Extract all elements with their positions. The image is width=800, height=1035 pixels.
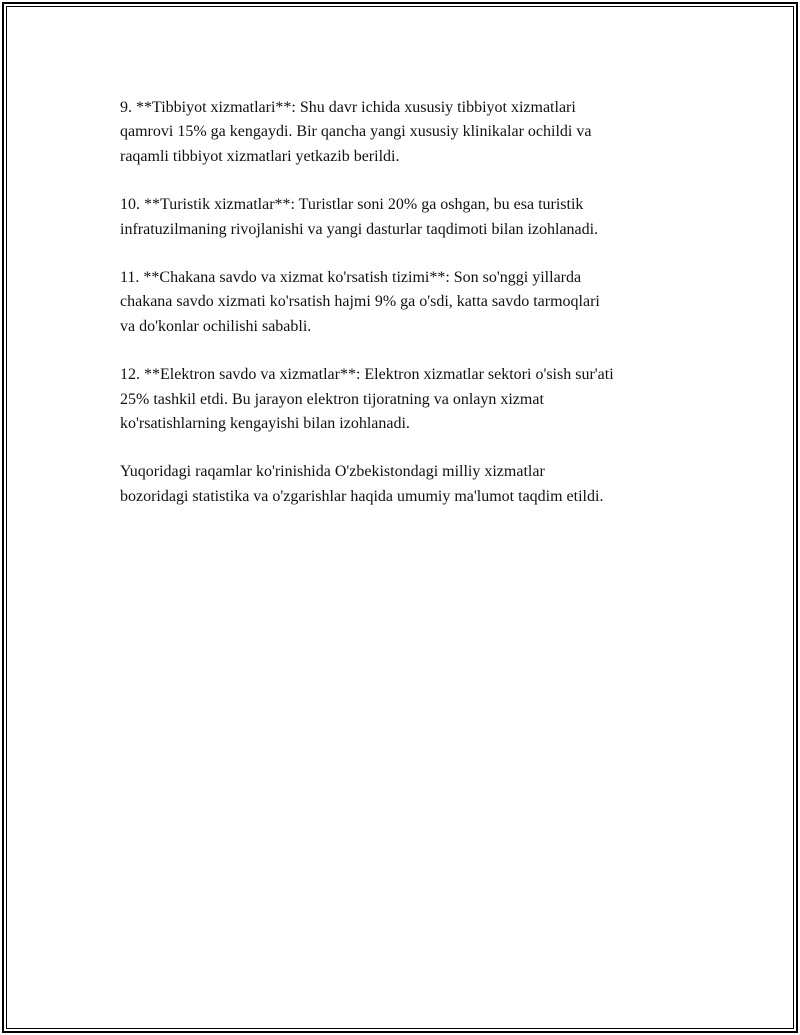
paragraph-electronic-services: 12. **Elektron savdo va xizmatlar**: Elektron xizmatlar sektori o'sish sur'ati 25% tashkil etdi. Bu jarayon elektron tijoratning va onlayn xizmat ko'rsatishlarning kengayishi bilan izohlanadi. xyxy=(120,366,614,433)
paragraph-conclusion: Yuqoridagi raqamlar ko'rinishida O'zbekistondagi milliy xizmatlar bozoridagi statistika va o'zgarishlar haqida umumiy ma'lumot taqdim etildi. xyxy=(120,463,604,505)
paragraph-medical-services: 9. **Tibbiyot xizmatlari**: Shu davr ichida xususiy tibbiyot xizmatlari qamrovi 15% ga kengaydi. Bir qancha yangi xususiy klinikalar ochildi va raqamli tibbiyot xizmatlari yetkazib berildi. xyxy=(120,99,592,165)
paragraph-retail-services: 11. **Chakana savdo va xizmat ko'rsatish tizimi**: Son so'nggi yillarda chakana savdo xizmati ko'rsatish hajmi 9% ga o'sdi, katta savdo tarmoqlari va do'konlar ochilishi sababli. xyxy=(120,269,600,335)
document-body xyxy=(120,96,700,533)
page-frame xyxy=(2,2,798,1033)
paragraph-tourist-services: 10. **Turistik xizmatlar**: Turistlar soni 20% ga oshgan, bu esa turistik infratuzilmaning rivojlanishi va yangi dasturlar taqdimoti bilan izohlanadi. xyxy=(120,196,599,238)
